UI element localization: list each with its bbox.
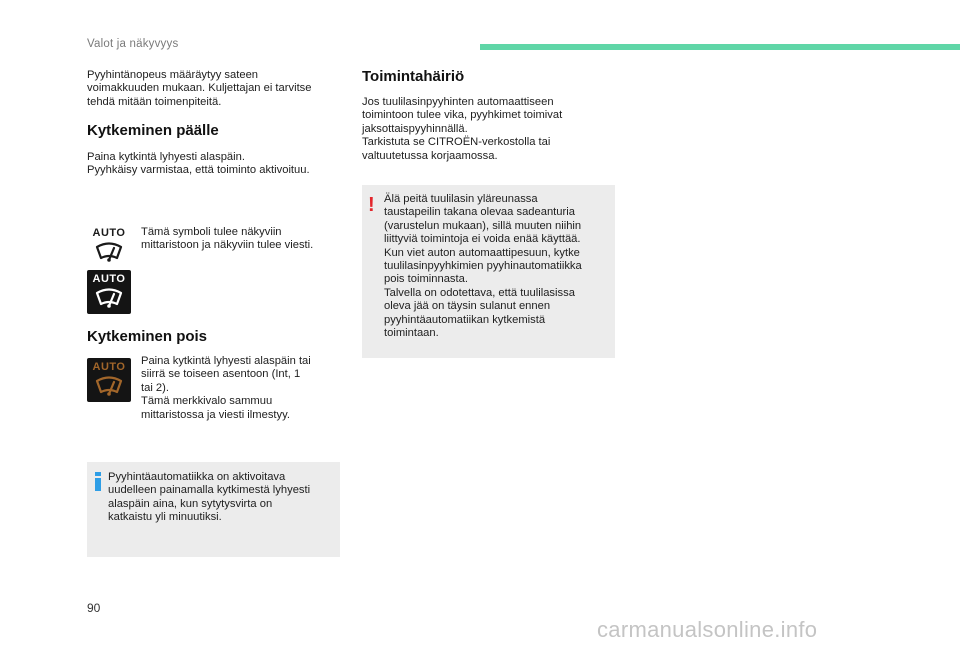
- section-accent-bar: [480, 44, 960, 50]
- auto-label: AUTO: [92, 273, 126, 285]
- warning-icon: !: [368, 194, 375, 216]
- auto-wiper-amber-icon: [87, 358, 131, 402]
- info-note-text: [108, 471, 310, 525]
- text-line: tai 2).: [141, 381, 169, 394]
- heading-switch-off: Kytkeminen pois: [87, 328, 208, 345]
- watermark: carmanualsonline.info: [597, 617, 818, 642]
- wiper-icon: [95, 287, 123, 311]
- text-line: valtuutetussa korjaamossa.: [362, 149, 498, 162]
- warning-note: [362, 185, 615, 358]
- auto-label: AUTO: [92, 227, 126, 239]
- text-line: Pyyhintänopeus määräytyy sateen: [87, 69, 259, 81]
- auto-wiper-dark-icon: [87, 270, 131, 314]
- text-line: Jos tuulilasinpyyhinten automaattiseen: [362, 96, 554, 108]
- text-line: katkaistu yli minuutiksi.: [108, 511, 222, 524]
- text-line: Talvella on odotettava, että tuulilasissa: [384, 286, 575, 299]
- text-line: jaksottaispyyhinnällä.: [362, 122, 468, 135]
- text-line: Tarkistuta se CITROËN-verkostolla tai: [362, 136, 551, 149]
- wiper-icon: [95, 375, 123, 399]
- text-line: mittaristoon ja näkyviin tulee viesti.: [141, 239, 314, 252]
- text-line: taustapeilin takana olevaa sadeanturia: [384, 206, 575, 219]
- auto-label: AUTO: [92, 361, 126, 373]
- text-line: uudelleen painamalla kytkimestä lyhyesti: [108, 484, 311, 497]
- text-line: (varustelun mukaan), sillä muuten niihin: [384, 219, 582, 232]
- text-line: Pyyhkäisy varmistaa, että toiminto aktivoituu.: [87, 164, 310, 177]
- text-line: tehdä mitään toimenpiteitä.: [87, 95, 222, 108]
- text-line: Tämä merkkivalo sammuu: [141, 395, 273, 408]
- text-line: Paina kytkintä lyhyesti alaspäin.: [87, 151, 245, 163]
- text-line: voimakkuuden mukaan. Kuljettajan ei tarvitse: [87, 82, 312, 95]
- text-line: pyyhintäautomatiikan kytkemistä: [384, 313, 546, 326]
- heading-malfunction: Toimintahäiriö: [362, 68, 465, 85]
- info-icon: [95, 472, 101, 491]
- symbol-paragraph: [141, 226, 313, 253]
- auto-wiper-light-icon: [87, 224, 131, 268]
- text-line: Älä peitä tuulilasin yläreunassa: [384, 193, 538, 205]
- malfunction-paragraph: [362, 96, 562, 163]
- heading-switch-on: Kytkeminen päälle: [87, 122, 219, 139]
- text-line: toimintoon tulee vika, pyyhkimet toimivat: [362, 109, 563, 122]
- text-line: Kun viet auton automaattipesuun, kytke: [384, 246, 580, 259]
- text-line: Paina kytkintä lyhyesti alaspäin tai: [141, 355, 311, 367]
- warning-note-text: [384, 193, 582, 340]
- text-line: oleva jää on täysin sulanut ennen: [384, 300, 551, 313]
- text-line: toimintaan.: [384, 327, 439, 340]
- intro-paragraph: [87, 69, 312, 109]
- wiper-icon: [95, 241, 123, 265]
- page-number: 90: [87, 601, 101, 615]
- section-title: Valot ja näkyvyys: [87, 38, 179, 50]
- info-note: [87, 462, 340, 557]
- text-line: alaspäin aina, kun sytytysvirta on: [108, 497, 273, 510]
- text-line: Tämä symboli tulee näkyviin: [141, 226, 282, 238]
- text-line: mittaristossa ja viesti ilmestyy.: [141, 408, 290, 421]
- text-line: liittyviä toimintoja ei voida enää käyttää.: [384, 233, 581, 246]
- text-line: tuulilasinpyyhkimien pyyhinautomatiikka: [384, 260, 582, 273]
- switch-on-paragraph: [87, 151, 310, 178]
- text-line: pois toiminnasta.: [384, 273, 468, 286]
- text-line: Pyyhintäautomatiikka on aktivoitava: [108, 471, 286, 483]
- switch-off-paragraph: [141, 355, 311, 422]
- text-line: siirrä se toiseen asentoon (Int, 1: [141, 368, 301, 381]
